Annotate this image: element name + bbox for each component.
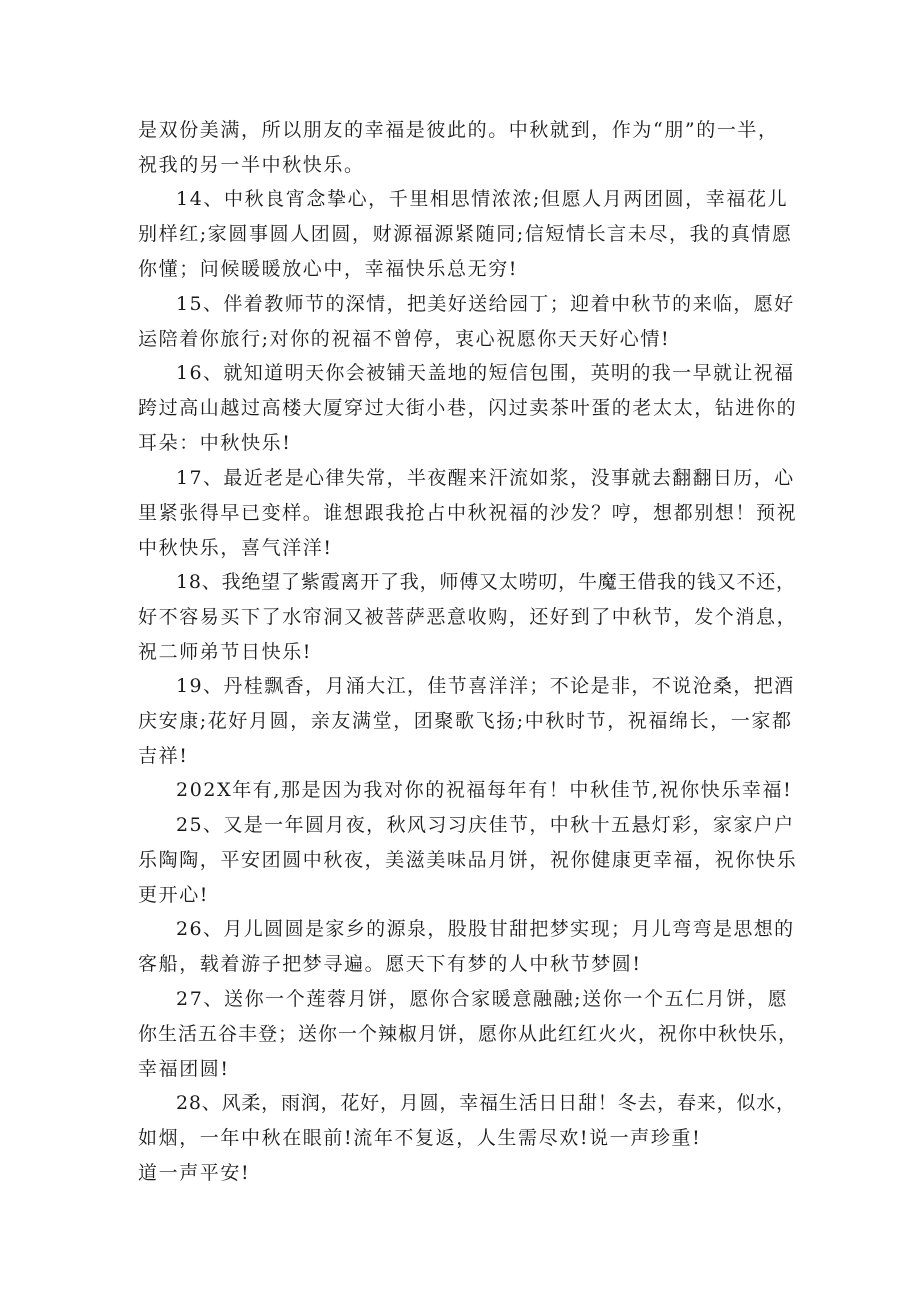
- paragraph-15: [138, 287, 798, 357]
- paragraph-26: [138, 912, 798, 982]
- text-line: 客船，载着游子把梦寻遍。愿天下有梦的人中秋节梦圆!: [138, 953, 642, 975]
- text-line: 庆安康;花好月圆，亲友满堂，团聚歌飞扬;中秋时节，祝福绵长，一家都: [138, 710, 793, 732]
- text-line: 祝二师弟节日快乐!: [138, 641, 313, 663]
- paragraph-continuation: [138, 113, 798, 183]
- text-line: 14、中秋良宵念挚心，千里相思情浓浓;但愿人月两团圆，幸福花儿: [176, 188, 789, 210]
- paragraph-16: [138, 356, 798, 461]
- text-line: 16、就知道明天你会被铺天盖地的短信包围，英明的我一早就让祝福: [176, 362, 795, 384]
- paragraph-25: [138, 808, 798, 913]
- text-line: 道一声平安!: [138, 1162, 251, 1184]
- paragraph-28: [138, 1086, 798, 1191]
- paragraph-14: [138, 182, 798, 287]
- text-line: 幸福团圆!: [138, 1058, 230, 1080]
- text-line: 19、丹桂飘香，月涌大江，佳节喜洋洋；不论是非，不说沧桑，把酒: [176, 675, 795, 697]
- text-line: 耳朵：中秋快乐!: [138, 432, 292, 454]
- paragraph-18: [138, 565, 798, 670]
- text-line: 如烟，一年中秋在眼前!流年不复返，人生需尽欢!说一声珍重!: [138, 1127, 702, 1149]
- paragraph-202x: [138, 773, 798, 808]
- text-line: 里紧张得早已变样。谁想跟我抢占中秋祝福的沙发？哼，想都别想！预祝: [138, 502, 798, 524]
- text-line: 202X年有,那是因为我对你的祝福每年有！中秋佳节,祝你快乐幸福!: [176, 779, 793, 801]
- text-line: 25、又是一年圆月夜，秋风习习庆佳节，中秋十五悬灯彩，家家户户: [176, 814, 795, 836]
- text-line: 别样红;家圆事圆人团圆，财源福源紧随同;信短情长言未尽，我的真情愿: [138, 223, 793, 245]
- text-line: 28、风柔，雨润，花好，月圆，幸福生活日日甜！冬去，春来，似水，: [176, 1092, 796, 1114]
- paragraph-19: [138, 669, 798, 774]
- text-line: 中秋快乐，喜气洋洋!: [138, 537, 333, 559]
- text-line: 好不容易买下了水帘洞又被菩萨恶意收购，还好到了中秋节，发个消息，: [138, 606, 798, 628]
- text-line: 更开心!: [138, 884, 210, 906]
- text-line: 17、最近老是心律失常，半夜醒来汗流如浆，没事就去翻翻日历，心: [176, 467, 795, 489]
- paragraph-27: [138, 982, 798, 1087]
- text-line: 祝我的另一半中秋快乐。: [138, 154, 365, 176]
- text-line: 你懂；问候暖暖放心中，幸福快乐总无穷!: [138, 258, 519, 280]
- text-line: 你生活五谷丰登；送你一个辣椒月饼，愿你从此红红火火，祝你中秋快乐，: [138, 1023, 799, 1045]
- text-line: 27、送你一个莲蓉月饼，愿你合家暖意融融;送你一个五仁月饼，愿: [176, 988, 789, 1010]
- text-line: 18、我绝望了紫霞离开了我，师傅又太唠叨，牛魔王借我的钱又不还，: [176, 571, 796, 593]
- text-line: 是双份美满，所以朋友的幸福是彼此的。中秋就到，作为“朋”的一半，: [138, 119, 779, 141]
- text-line: 吉祥!: [138, 745, 189, 767]
- text-line: 乐陶陶，平安团圆中秋夜，美滋美味品月饼，祝你健康更幸福，祝你快乐: [138, 849, 798, 871]
- text-line: 运陪着你旅行;对你的祝福不曾停，衷心祝愿你天天好心情!: [138, 328, 671, 350]
- text-line: 26、月儿圆圆是家乡的源泉，股股甘甜把梦实现；月儿弯弯是思想的: [176, 918, 795, 940]
- paragraph-17: [138, 461, 798, 566]
- text-line: 跨过高山越过高楼大厦穿过大街小巷，闪过卖茶叶蛋的老太太，钻进你的: [138, 397, 798, 419]
- text-line: 15、伴着教师节的深情，把美好送给园丁；迎着中秋节的来临，愿好: [176, 293, 795, 315]
